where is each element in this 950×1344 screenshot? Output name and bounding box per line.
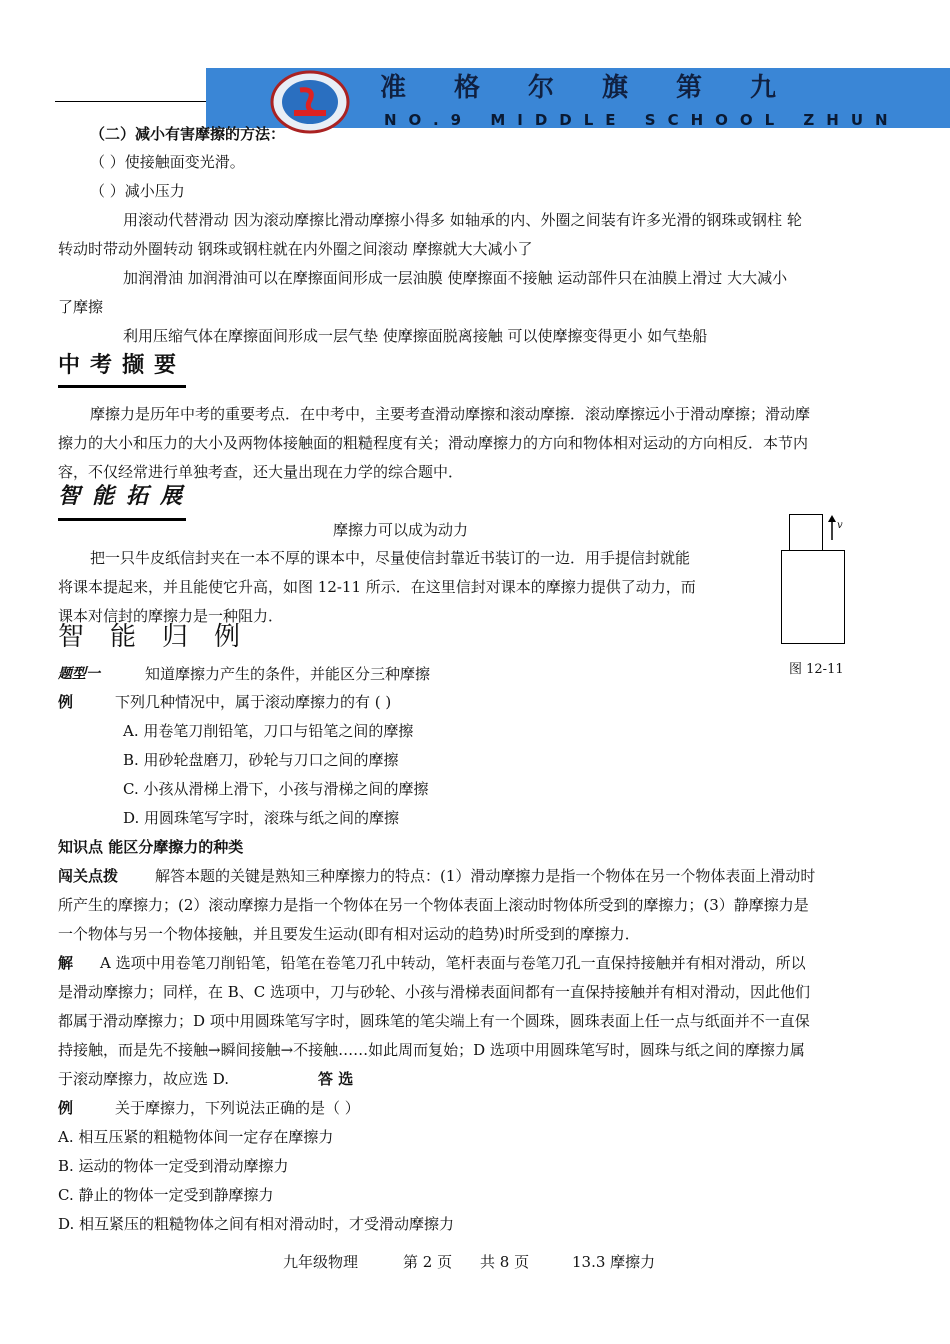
knowledge-point: 知识点 能区分摩擦力的种类	[58, 838, 244, 856]
banner-title-cn: 准格尔旗第九	[380, 73, 825, 103]
example1-option-b: B. 用砂轮盘磨刀，砂轮与刀口之间的摩擦	[123, 751, 399, 769]
tixing-text: 知道摩擦力产生的条件，并能区分三种摩擦	[145, 665, 431, 683]
answer-label: 答 选	[318, 1070, 354, 1088]
example2-option-c: C. 静止的物体一定受到静摩擦力	[58, 1186, 274, 1204]
air-para-line1: 利用压缩气体在摩擦面间形成一层气垫 使摩擦面脱离接触 可以使摩擦变得更小 如气垫船	[123, 327, 708, 345]
footer-chapter: 13.3 摩擦力	[572, 1253, 656, 1271]
example1-option-a: A. 用卷笔刀削铅笔，刀口与铅笔之间的摩擦	[123, 722, 414, 740]
envelope-rect	[789, 514, 823, 552]
banner-title-en: NO.9 MIDDLE SCHOOL ZHUN	[384, 111, 900, 129]
reduce-item-2: （ ）减小压力	[90, 182, 185, 200]
solution-line3: 都属于滑动摩擦力；D 项中用圆珠笔写字时，圆珠笔的笔尖端上有一个圆珠，圆珠表面上任一点与纸面并不一直保	[58, 1012, 810, 1030]
rolling-para-line1: 用滚动代替滑动 因为滚动摩擦比滑动摩擦小得多 如轴承的内、外圈之间装有许多光滑的钢珠或钢柱 轮	[123, 211, 803, 229]
header-rule	[55, 101, 207, 102]
zhongkao-underline	[58, 385, 186, 388]
example2-option-a: A. 相互压紧的粗糙物体间一定存在摩擦力	[58, 1128, 334, 1146]
footer-page: 第 2 页	[403, 1253, 453, 1271]
zhongkao-heading: 中考撷要	[58, 353, 187, 378]
reduce-item-1: （ ）使接触面变光滑。	[90, 153, 245, 171]
example2-label: 例	[58, 1099, 74, 1117]
solution-line4: 持接触，而是先不接触→瞬间接触→不接触……如此周而复始；D 选项中用圆珠笔写时，圆珠与纸之间的摩擦力属	[58, 1041, 805, 1059]
oil-para-line2: 了摩擦	[58, 298, 104, 316]
example2-option-b: B. 运动的物体一定受到滑动摩擦力	[58, 1157, 289, 1175]
guide-line2: 所产生的摩擦力；(2）滚动摩擦力是指一个物体在另一个物体表面上滚动时物体所受到的摩擦力；(3）静摩擦力是	[58, 896, 809, 914]
figure-caption: 图 12-11	[789, 662, 844, 677]
example2-option-d: D. 相互紧压的粗糙物体之间有相对滑动时，才受滑动摩擦力	[58, 1215, 455, 1233]
rolling-para-line2: 转动时带动外圈转动 钢珠或钢柱就在内外圈之间滚动 摩擦就大大减小了	[58, 240, 533, 258]
guide-line3: 一个物体与另一个物体接触，并且要发生运动(即有相对运动的趋势)时所受到的摩擦力．	[58, 925, 640, 943]
solution-line1: A 选项中用卷笔刀削铅笔，铅笔在卷笔刀孔中转动，笔杆表面与卷笔刀孔一直保持接触并有相对滑动，所以	[100, 954, 806, 972]
reduce-friction-title: （二）减小有害摩擦的方法：	[90, 125, 286, 143]
solution-line5: 于滚动摩擦力，故应选 D.	[58, 1070, 230, 1088]
footer-subject: 九年级物理	[283, 1253, 359, 1271]
tuozhan-underline	[58, 518, 186, 521]
tixing-label: 题型一	[58, 666, 100, 682]
guili-heading: 智能归例	[58, 622, 267, 652]
solution-label: 解	[58, 954, 74, 972]
velocity-label: v	[837, 520, 843, 531]
example1-label: 例	[58, 693, 74, 711]
footer-total: 共 8 页	[480, 1253, 530, 1271]
up-arrow-icon	[826, 514, 846, 542]
guide-line1: 解答本题的关键是熟知三种摩擦力的特点：(1）滑动摩擦力是指一个物体在另一个物体表面上滑动时	[155, 867, 816, 885]
zhongkao-line1: 摩擦力是历年中考的重要考点．在中考中，主要考查滑动摩擦和滚动摩擦．滚动摩擦远小于滑动摩擦；滑动摩	[90, 405, 811, 423]
zhongkao-line2: 擦力的大小和压力的大小及两物体接触面的粗糙程度有关；滑动摩擦力的方向和物体相对运动的方向相反．本节内	[58, 434, 809, 452]
tuozhan-heading: 智能拓展	[58, 484, 195, 509]
guide-label: 闯关点拨	[58, 867, 119, 885]
example1-option-d: D. 用圆珠笔写字时，滚珠与纸之间的摩擦	[123, 809, 400, 827]
solution-line2: 是滑动摩擦力；同样，在 B、C 选项中，刀与砂轮、小孩与滑梯表面间都有一直保持接触并有相对滑动，因此他们	[58, 983, 811, 1001]
tuozhan-line2: 将课本提起来，并且能使它升高，如图 12-11 所示．在这里信封对课本的摩擦力提供了动力，而	[58, 578, 696, 596]
example1-question: 下列几种情况中，属于滚动摩擦力的有 ( )	[115, 693, 392, 711]
tuozhan-line3: 课本对信封的摩擦力是一种阻力．	[58, 607, 284, 625]
oil-para-line1: 加润滑油 加润滑油可以在摩擦面间形成一层油膜 使摩擦面不接触 运动部件只在油膜上滑过 大大减小	[123, 269, 788, 287]
book-rect	[781, 550, 845, 644]
example2-question: 关于摩擦力，下列说法正确的是（ ）	[115, 1099, 360, 1117]
example1-option-c: C. 小孩从滑梯上滑下，小孩与滑梯之间的摩擦	[123, 780, 429, 798]
zhongkao-line3: 容，不仅经常进行单独考查，还大量出现在力学的综合题中．	[58, 463, 464, 481]
tuozhan-subtitle: 摩擦力可以成为动力	[333, 521, 469, 539]
tuozhan-line1: 把一只牛皮纸信封夹在一本不厚的课本中，尽量使信封靠近书装订的一边．用手提信封就能	[90, 549, 691, 567]
